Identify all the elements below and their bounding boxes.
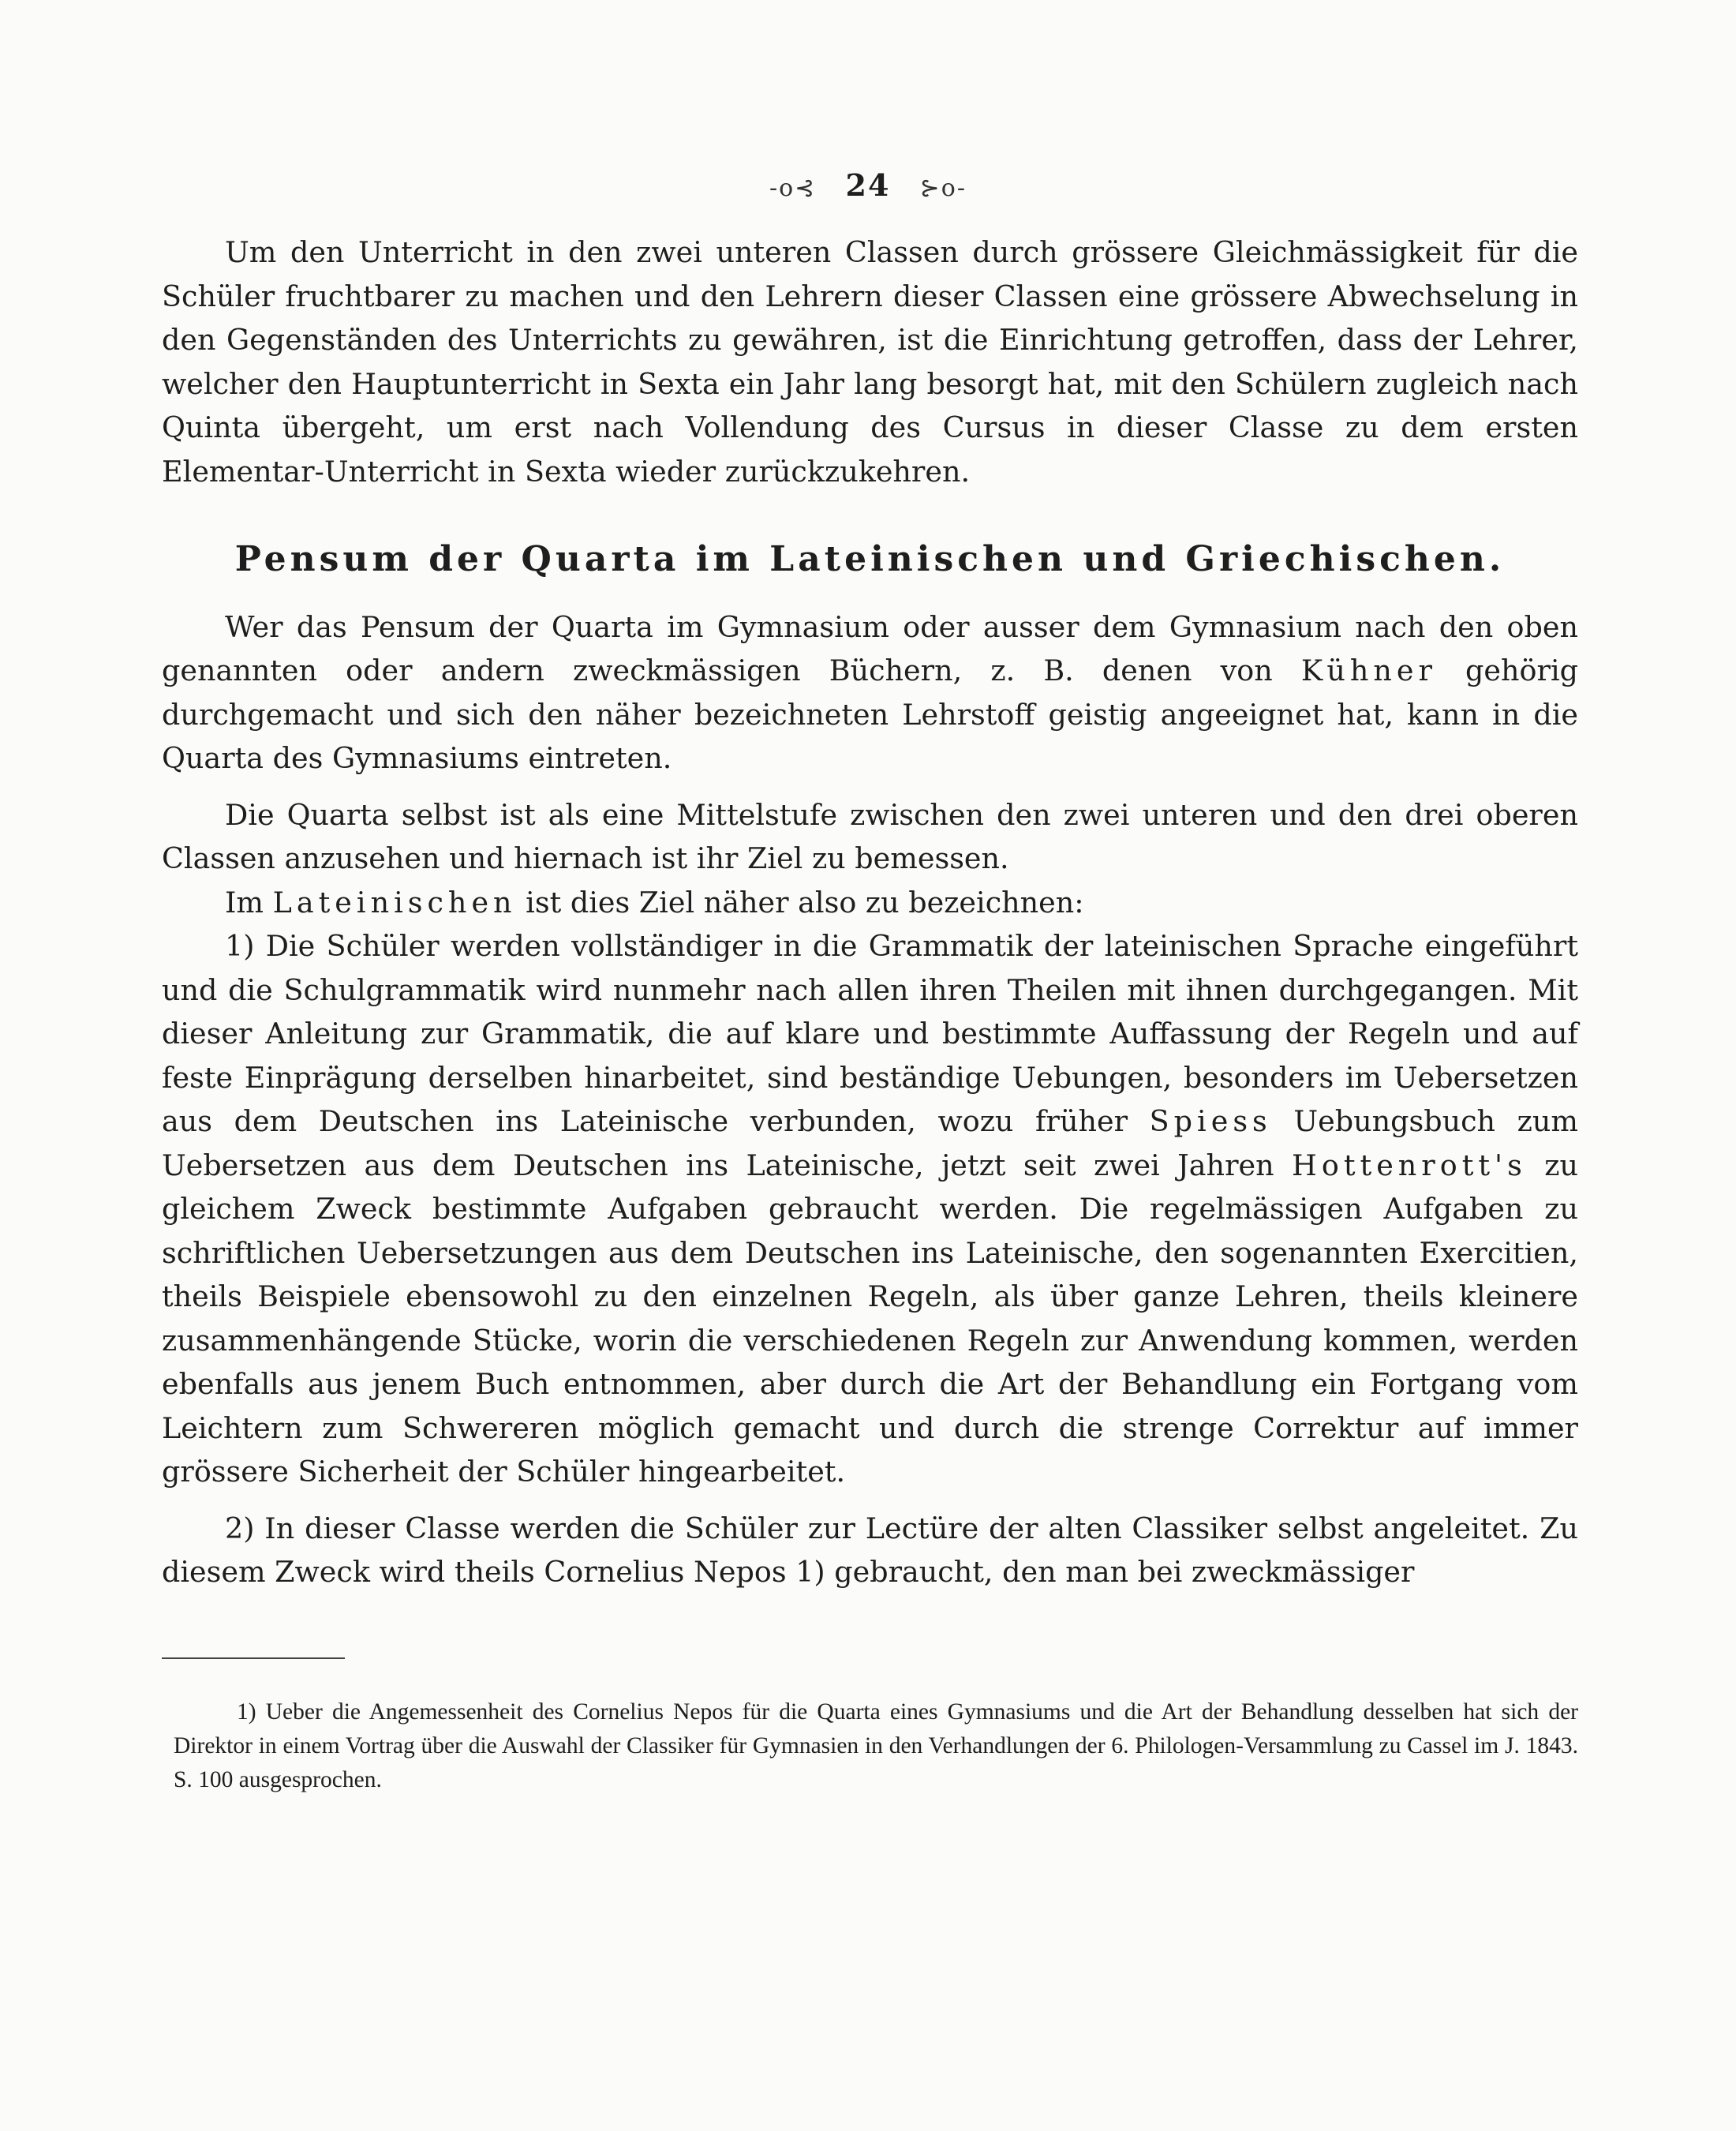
page-header — [0, 167, 1736, 203]
paragraph-text: gehörig durchgemacht und sich den näher bezeichneten Lehrstoff geistig angeeignet hat, kann in die Quarta des Gymnasiums eintreten. — [162, 654, 1578, 775]
footnote-divider — [162, 1657, 345, 1659]
author-name: Spiess — [1149, 1104, 1272, 1138]
ornament-right-icon: ⊱o- — [919, 174, 967, 202]
author-name: Hottenrott's — [1292, 1148, 1527, 1182]
list-item-grammar — [162, 924, 1578, 1494]
page-number: 24 — [845, 167, 891, 203]
paragraph-text: ist dies Ziel näher also zu bezeichnen: — [516, 885, 1084, 919]
author-name: Kühner — [1300, 654, 1437, 687]
list-item-reading: 2) In dieser Classe werden die Schüler zur Lectüre der alten Classiker selbst angeleitet. Zu diesem Zweck wird theils Cornelius Nepos 1) gebraucht, den man bei zweckmässiger — [162, 1511, 1578, 1589]
paragraph-text: Im — [225, 885, 273, 919]
ornament-left-icon: -o⊰ — [769, 174, 817, 202]
section-heading: Pensum der Quarta im Lateinischen und Griechischen. — [234, 539, 1506, 579]
intro-paragraph: Um den Unterricht in den zwei unteren Classen durch grössere Gleichmässigkeit für die Schüler fruchtbarer zu machen und den Lehrern dieser Classen eine grössere Abwechselung in den Gegenständen des Unterrichts zu gewähren, ist die Einrichtung getroffen, dass der Lehrer, welcher den Hauptunterricht in Sexta ein Jahr lang besorgt hat, mit den Schülern zugleich nach Quinta übergeht, um erst nach Vollendung des Cursus in dieser Classe zu dem ersten Elementar-Unterricht in Sexta wieder zurückzukehren. — [162, 235, 1578, 489]
paragraph-text: Uebungsbuch zum Uebersetzen aus dem Deutschen ins Lateinische, jetzt seit zwei Jahren — [162, 1104, 1579, 1182]
paragraph-latin-goal — [162, 881, 1578, 925]
spaced-word: Lateinischen — [272, 885, 517, 919]
paragraph-entry-requirements — [162, 605, 1578, 781]
footnote — [174, 1695, 1578, 1797]
paragraph-text: 1) Die Schüler werden vollständiger in die Grammatik der lateinischen Sprache eingeführt und die Schulgrammatik wird nunmehr nach allen ihren Theilen mit ihnen durchgegangen. Mit dieser Anleitung zur Grammatik, die auf klare und bestimmte Auffassung der Regeln und auf feste Einprägung derselben hinarbeitet, sind beständige Uebungen, besonders im Uebersetzen aus dem Deutschen ins Lateinische verbunden, wozu früher — [162, 929, 1578, 1138]
paragraph-text: zu gleichem Zweck bestimmte Aufgaben gebraucht werden. Die regelmässigen Aufgaben zu schriftlichen Uebersetzungen aus dem Deutschen ins Lateinische, den sogenannten Exercitien, theils Beispiele ebensowohl zu den einzelnen Regeln, als über ganze Lehren, theils kleinere zusammenhängende Stücke, worin die verschiedenen Regeln zur Anwendung kommen, werden ebenfalls aus jenem Buch entnommen, aber durch die Art der Behandlung ein Fortgang vom Leichtern zum Schwereren möglich gemacht und durch die strenge Correktur auf immer grössere Sicherheit der Schüler hingearbeitet. — [162, 1148, 1578, 1489]
body-text — [162, 230, 1578, 1594]
footnote-text: 1) Ueber die Angemessenheit des Cornelius Nepos für die Quarta eines Gymnasiums und die Art der Behandlung desselben hat sich der Direktor in einem Vortrag über die Auswahl der Classiker für Gymnasien in den Verhandlungen der 6. Philologen-Versammlung zu Cassel im J. 1843. S. 100 ausgesprochen. — [174, 1699, 1578, 1792]
paragraph-middle-stage: Die Quarta selbst ist als eine Mittelstufe zwischen den zwei unteren und den drei oberen Classen anzusehen und hiernach ist ihr Ziel zu bemessen. — [162, 797, 1578, 875]
paragraph-text: Wer das Pensum der Quarta im Gymnasium oder ausser dem Gymnasium nach den oben genannten oder andern zweckmässigen Büchern, z. B. denen von — [162, 609, 1578, 687]
